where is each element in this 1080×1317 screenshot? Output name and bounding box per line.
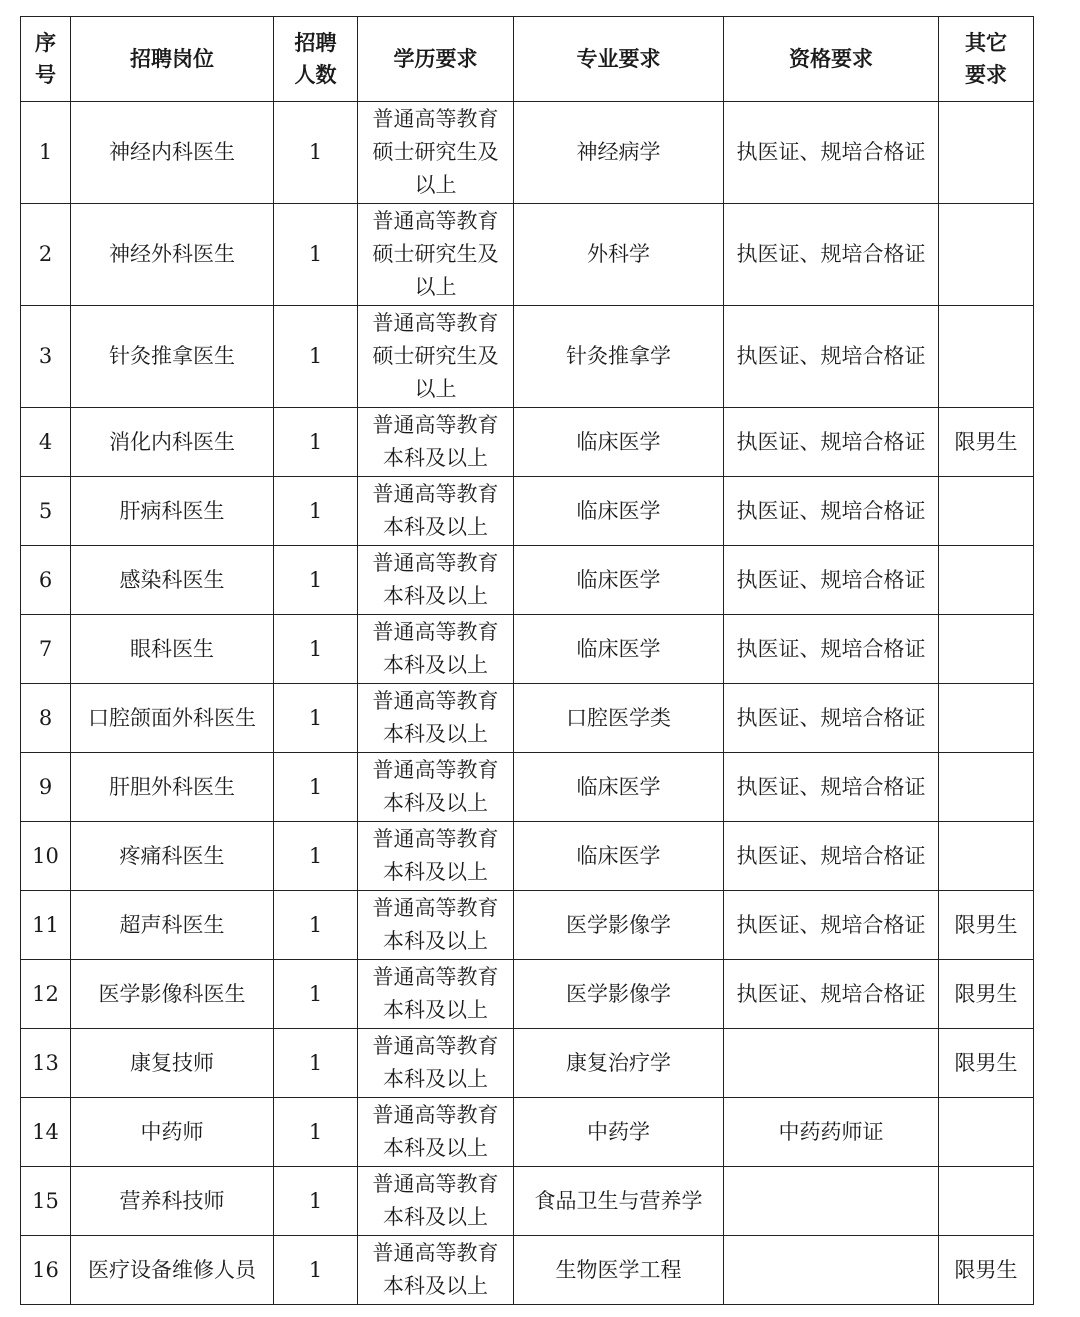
cell-qualification: 执医证、规培合格证	[724, 546, 939, 615]
header-position: 招聘岗位	[71, 17, 274, 102]
cell-seq: 10	[21, 822, 71, 891]
cell-qualification: 执医证、规培合格证	[724, 822, 939, 891]
cell-qualification: 执医证、规培合格证	[724, 684, 939, 753]
cell-qualification	[724, 1167, 939, 1236]
cell-major: 针灸推拿学	[514, 306, 724, 408]
cell-count: 1	[274, 615, 358, 684]
cell-other	[939, 822, 1034, 891]
cell-major: 医学影像学	[514, 891, 724, 960]
cell-position: 神经内科医生	[71, 102, 274, 204]
cell-count: 1	[274, 1098, 358, 1167]
cell-qualification: 执医证、规培合格证	[724, 204, 939, 306]
table-row	[21, 891, 1034, 960]
cell-major: 临床医学	[514, 615, 724, 684]
cell-major: 口腔医学类	[514, 684, 724, 753]
cell-education: 普通高等教育本科及以上	[358, 408, 514, 477]
cell-count: 1	[274, 753, 358, 822]
cell-position: 医疗设备维修人员	[71, 1236, 274, 1305]
table-row	[21, 822, 1034, 891]
cell-other	[939, 306, 1034, 408]
cell-qualification: 执医证、规培合格证	[724, 960, 939, 1029]
cell-count: 1	[274, 960, 358, 1029]
cell-seq: 13	[21, 1029, 71, 1098]
cell-major: 临床医学	[514, 822, 724, 891]
cell-position: 医学影像科医生	[71, 960, 274, 1029]
header-count: 招聘 人数	[274, 17, 358, 102]
cell-position: 神经外科医生	[71, 204, 274, 306]
cell-position: 肝病科医生	[71, 477, 274, 546]
cell-count: 1	[274, 1236, 358, 1305]
cell-major: 临床医学	[514, 477, 724, 546]
cell-other: 限男生	[939, 1029, 1034, 1098]
cell-other	[939, 477, 1034, 546]
cell-seq: 1	[21, 102, 71, 204]
cell-seq: 5	[21, 477, 71, 546]
table-row	[21, 1098, 1034, 1167]
table-row	[21, 408, 1034, 477]
cell-seq: 7	[21, 615, 71, 684]
recruitment-table	[20, 16, 1034, 1305]
cell-major: 临床医学	[514, 753, 724, 822]
cell-other	[939, 615, 1034, 684]
cell-seq: 12	[21, 960, 71, 1029]
cell-count: 1	[274, 408, 358, 477]
table-row	[21, 306, 1034, 408]
table-header-row	[21, 17, 1034, 102]
cell-seq: 15	[21, 1167, 71, 1236]
cell-count: 1	[274, 306, 358, 408]
cell-seq: 11	[21, 891, 71, 960]
cell-education: 普通高等教育本科及以上	[358, 1236, 514, 1305]
cell-education: 普通高等教育本科及以上	[358, 1167, 514, 1236]
cell-position: 康复技师	[71, 1029, 274, 1098]
cell-major: 医学影像学	[514, 960, 724, 1029]
cell-position: 营养科技师	[71, 1167, 274, 1236]
cell-education: 普通高等教育硕士研究生及以上	[358, 102, 514, 204]
cell-position: 中药师	[71, 1098, 274, 1167]
table-row	[21, 1236, 1034, 1305]
cell-education: 普通高等教育本科及以上	[358, 615, 514, 684]
table-row	[21, 477, 1034, 546]
cell-qualification: 执医证、规培合格证	[724, 891, 939, 960]
cell-education: 普通高等教育本科及以上	[358, 477, 514, 546]
table-body	[21, 102, 1034, 1305]
cell-seq: 16	[21, 1236, 71, 1305]
cell-major: 生物医学工程	[514, 1236, 724, 1305]
table-row	[21, 960, 1034, 1029]
cell-education: 普通高等教育本科及以上	[358, 822, 514, 891]
cell-major: 外科学	[514, 204, 724, 306]
cell-other	[939, 753, 1034, 822]
cell-other	[939, 1167, 1034, 1236]
cell-education: 普通高等教育本科及以上	[358, 684, 514, 753]
cell-qualification: 执医证、规培合格证	[724, 408, 939, 477]
cell-other: 限男生	[939, 1236, 1034, 1305]
cell-position: 肝胆外科医生	[71, 753, 274, 822]
cell-major: 临床医学	[514, 546, 724, 615]
cell-education: 普通高等教育本科及以上	[358, 1029, 514, 1098]
header-qualification: 资格要求	[724, 17, 939, 102]
cell-seq: 14	[21, 1098, 71, 1167]
cell-education: 普通高等教育硕士研究生及以上	[358, 306, 514, 408]
cell-education: 普通高等教育本科及以上	[358, 546, 514, 615]
cell-count: 1	[274, 477, 358, 546]
cell-qualification	[724, 1236, 939, 1305]
cell-other: 限男生	[939, 408, 1034, 477]
cell-other	[939, 102, 1034, 204]
cell-major: 中药学	[514, 1098, 724, 1167]
cell-qualification: 执医证、规培合格证	[724, 615, 939, 684]
cell-position: 口腔颌面外科医生	[71, 684, 274, 753]
cell-other: 限男生	[939, 960, 1034, 1029]
cell-other: 限男生	[939, 891, 1034, 960]
cell-major: 食品卫生与营养学	[514, 1167, 724, 1236]
table-row	[21, 546, 1034, 615]
cell-count: 1	[274, 204, 358, 306]
table-row	[21, 615, 1034, 684]
cell-qualification: 执医证、规培合格证	[724, 753, 939, 822]
cell-seq: 2	[21, 204, 71, 306]
cell-position: 感染科医生	[71, 546, 274, 615]
header-other: 其它 要求	[939, 17, 1034, 102]
cell-other	[939, 684, 1034, 753]
cell-other	[939, 204, 1034, 306]
cell-major: 康复治疗学	[514, 1029, 724, 1098]
cell-qualification	[724, 1029, 939, 1098]
cell-education: 普通高等教育本科及以上	[358, 891, 514, 960]
cell-education: 普通高等教育本科及以上	[358, 1098, 514, 1167]
table-row	[21, 684, 1034, 753]
cell-count: 1	[274, 546, 358, 615]
cell-seq: 6	[21, 546, 71, 615]
cell-other	[939, 546, 1034, 615]
table-row	[21, 1029, 1034, 1098]
cell-education: 普通高等教育硕士研究生及以上	[358, 204, 514, 306]
cell-seq: 4	[21, 408, 71, 477]
table-row	[21, 1167, 1034, 1236]
cell-count: 1	[274, 822, 358, 891]
cell-position: 疼痛科医生	[71, 822, 274, 891]
table-row	[21, 753, 1034, 822]
cell-major: 神经病学	[514, 102, 724, 204]
cell-count: 1	[274, 891, 358, 960]
cell-position: 针灸推拿医生	[71, 306, 274, 408]
cell-qualification: 执医证、规培合格证	[724, 102, 939, 204]
cell-count: 1	[274, 102, 358, 204]
cell-qualification: 执医证、规培合格证	[724, 306, 939, 408]
cell-seq: 9	[21, 753, 71, 822]
cell-count: 1	[274, 1167, 358, 1236]
header-major: 专业要求	[514, 17, 724, 102]
cell-qualification: 中药药师证	[724, 1098, 939, 1167]
header-seq: 序 号	[21, 17, 71, 102]
cell-count: 1	[274, 684, 358, 753]
cell-education: 普通高等教育本科及以上	[358, 753, 514, 822]
table-row	[21, 102, 1034, 204]
cell-education: 普通高等教育本科及以上	[358, 960, 514, 1029]
table-row	[21, 204, 1034, 306]
cell-position: 眼科医生	[71, 615, 274, 684]
cell-qualification: 执医证、规培合格证	[724, 477, 939, 546]
header-education: 学历要求	[358, 17, 514, 102]
cell-position: 超声科医生	[71, 891, 274, 960]
cell-other	[939, 1098, 1034, 1167]
cell-seq: 3	[21, 306, 71, 408]
cell-position: 消化内科医生	[71, 408, 274, 477]
cell-seq: 8	[21, 684, 71, 753]
cell-major: 临床医学	[514, 408, 724, 477]
cell-count: 1	[274, 1029, 358, 1098]
